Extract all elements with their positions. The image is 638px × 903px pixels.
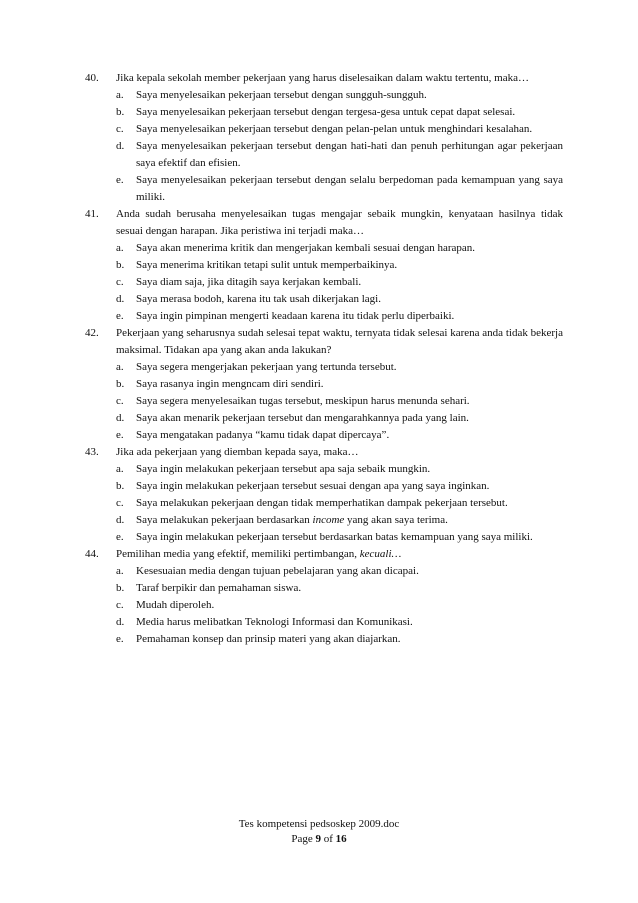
option-c [116,393,563,410]
question-text: Pekerjaan yang seharusnya sudah selesai tepat waktu, ternyata tidak selesai karena anda tidak bekerja maksimal. Tidakan apa yang akan anda lakukan? [116,327,563,356]
option-text: Saya ingin melakukan pekerjaan tersebut apa saja sebaik mungkin. [136,463,431,475]
question-text [116,546,563,563]
question-44 [85,546,563,648]
option-c [116,495,563,512]
option-letter: c. [116,599,124,611]
option-letter: b. [116,106,125,118]
option-a [116,240,563,257]
question-42 [85,325,563,444]
question-40 [85,70,563,206]
option-text: Saya menerima kritikan tetapi sulit untuk memperbaikinya. [136,259,398,271]
question-text-italic: kecuali… [359,548,402,560]
option-letter: c. [116,123,124,135]
option-c [116,121,563,138]
option-letter: b. [116,378,125,390]
option-e [116,172,563,206]
option-d [116,410,563,427]
option-text: Mudah diperoleh. [136,599,215,611]
option-text: Saya diam saja, jika ditagih saya kerjakan kembali. [136,276,362,288]
option-letter: c. [116,497,124,509]
option-letter: e. [116,174,124,186]
option-d [116,291,563,308]
option-text: Saya menyelesaikan pekerjaan tersebut dengan selalu berpedoman pada kemampuan yang saya miliki. [136,174,563,203]
option-a [116,461,563,478]
option-text: Saya menyelesaikan pekerjaan tersebut dengan pelan-pelan untuk menghindari kesalahan. [136,123,533,135]
option-e [116,308,563,325]
option-b [116,104,563,121]
option-text-italic: income [312,514,345,526]
option-b [116,478,563,495]
option-text: Saya akan menerima kritik dan mengerjakan kembali sesuai dengan harapan. [136,242,476,254]
option-b [116,257,563,274]
question-number: 41. [85,208,99,220]
option-letter: e. [116,429,124,441]
option-b [116,580,563,597]
option-letter: e. [116,310,124,322]
option-text-pre: Saya melakukan pekerjaan berdasarkan [136,514,313,526]
option-letter: e. [116,633,124,645]
question-list [85,70,563,648]
option-a [116,359,563,376]
option-text [136,512,563,529]
option-text: Media harus melibatkan Teknologi Informasi dan Komunikasi. [136,616,413,628]
option-letter: a. [116,361,124,373]
page-word: Page [291,833,316,845]
page-total: 16 [335,833,347,845]
question-text-pre: Pemilihan media yang efektif, memiliki pertimbangan, [116,548,360,560]
question-number: 43. [85,446,99,458]
option-letter: d. [116,140,125,152]
page-current: 9 [315,833,321,845]
question-number: 40. [85,72,99,84]
option-letter: a. [116,463,124,475]
option-text: Saya segera menyelesaikan tugas tersebut, meskipun harus menunda sehari. [136,395,470,407]
question-number: 44. [85,548,99,560]
option-b [116,376,563,393]
option-c [116,597,563,614]
option-d [116,614,563,631]
option-text: Saya menyelesaikan pekerjaan tersebut dengan tergesa-gesa untuk cepat dapat selesai. [136,106,516,118]
option-e [116,529,563,546]
page-of: of [320,833,336,845]
option-letter: b. [116,582,125,594]
option-text: Saya melakukan pekerjaan dengan tidak memperhatikan dampak pekerjaan tersebut. [136,497,508,509]
option-text: Taraf berpikir dan pemahaman siswa. [136,582,302,594]
option-letter: a. [116,89,124,101]
option-text: Saya segera mengerjakan pekerjaan yang tertunda tersebut. [136,361,397,373]
question-41 [85,206,563,325]
option-letter: d. [116,293,125,305]
option-text: Saya ingin melakukan pekerjaan tersebut berdasarkan batas kemampuan yang saya miliki. [136,531,533,543]
option-letter: a. [116,242,124,254]
option-e [116,631,563,648]
footer-filename: Tes kompetensi pedsoskep 2009.doc [238,818,400,830]
question-text: Anda sudah berusaha menyelesaikan tugas mengajar sebaik mungkin, kenyataan hasilnya tidak sesuai dengan harapan. Jika peristiwa ini terjadi maka… [116,208,563,237]
option-text: Kesesuaian media dengan tujuan pebelajaran yang akan dicapai. [136,565,419,577]
option-letter: b. [116,259,125,271]
page-footer [0,817,638,847]
option-letter: a. [116,565,124,577]
footer-page-number [0,832,638,847]
option-text: Saya menyelesaikan pekerjaan tersebut dengan hati-hati dan penuh perhitungan agar pekerjaan saya efektif dan efisien. [136,140,563,169]
option-text: Saya ingin melakukan pekerjaan tersebut sesuai dengan apa yang saya inginkan. [136,480,490,492]
option-text: Saya rasanya ingin mengncam diri sendiri. [136,378,324,390]
option-a [116,87,563,104]
option-text-post: yang akan saya terima. [344,514,448,526]
question-number: 42. [85,327,99,339]
question-text: Jika ada pekerjaan yang diemban kepada saya, maka… [116,446,359,458]
option-a [116,563,563,580]
option-letter: d. [116,514,125,526]
option-e [116,427,563,444]
question-text: Jika kepala sekolah member pekerjaan yang harus diselesaikan dalam waktu tertentu, maka… [116,72,529,84]
option-text: Saya ingin pimpinan mengerti keadaan karena itu tidak perlu diperbaiki. [136,310,455,322]
option-letter: c. [116,395,124,407]
option-text: Pemahaman konsep dan prinsip materi yang akan diajarkan. [136,633,401,645]
question-43 [85,444,563,546]
option-text: Saya merasa bodoh, karena itu tak usah dikerjakan lagi. [136,293,381,305]
option-text: Saya akan menarik pekerjaan tersebut dan mengarahkannya pada yang lain. [136,412,469,424]
option-c [116,274,563,291]
option-letter: d. [116,616,125,628]
option-letter: d. [116,412,125,424]
option-letter: b. [116,480,125,492]
option-letter: e. [116,531,124,543]
option-d [116,138,563,172]
option-d [116,512,563,529]
option-text: Saya menyelesaikan pekerjaan tersebut dengan sungguh-sungguh. [136,89,427,101]
option-letter: c. [116,276,124,288]
option-text: Saya mengatakan padanya “kamu tidak dapat dipercaya”. [136,429,390,441]
